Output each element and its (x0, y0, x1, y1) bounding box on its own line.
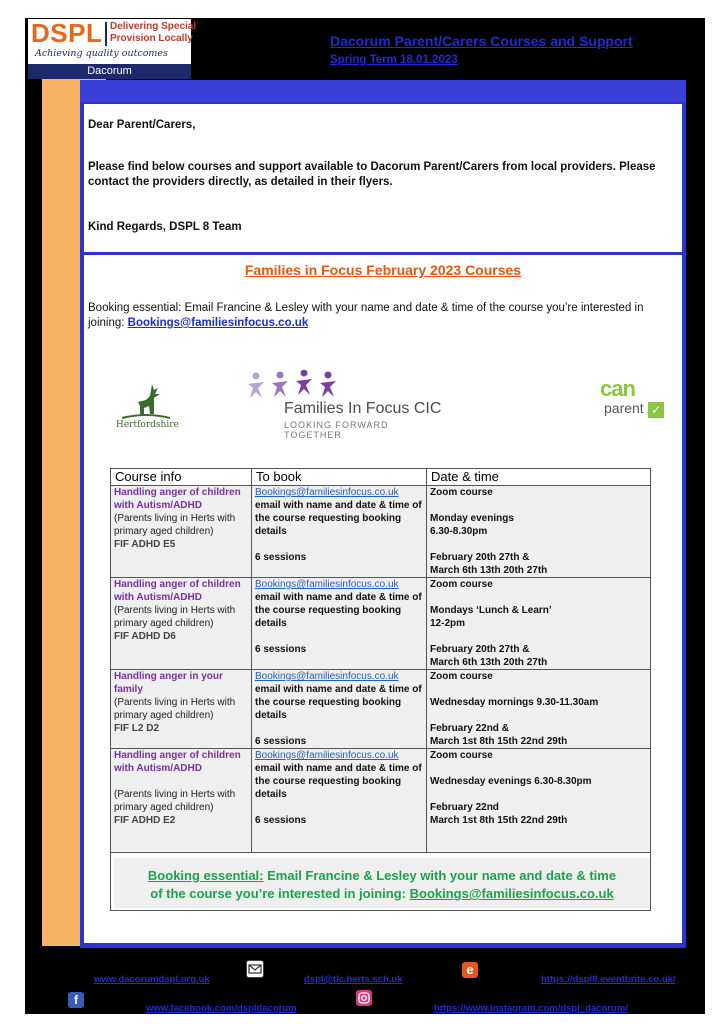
course-info-cell: Handling anger of children with Autism/ADHD (Parents living in Herts with primary aged children) FIF ADHD D6 (111, 578, 252, 670)
logo-motto: Achieving quality outcomes (35, 48, 168, 59)
to-book-cell: Bookings@familiesinfocus.co.uk email with name and date & time of the course requesting booking details 6 sessions (252, 486, 427, 578)
email-link[interactable]: dspl@tlc.herts.sch.uk (304, 974, 403, 985)
table-row (111, 486, 651, 578)
website-link[interactable]: www.dacorumdspl.org.uk (94, 974, 210, 985)
eventbrite-link[interactable]: https://dspl8.eventbrite.co.uk/ (541, 974, 676, 985)
hertfordshire-logo (116, 376, 179, 436)
panel-top-bar (80, 80, 686, 102)
booking-email-link[interactable]: Bookings@familiesinfocus.co.uk (127, 317, 309, 329)
can-wordmark: can (600, 376, 635, 401)
header-date-time: Date & time (427, 469, 651, 486)
to-book-cell: Bookings@familiesinfocus.co.uk email with name and date & time of the course requesting booking details 6 sessions (252, 578, 427, 670)
families-in-focus-logo (244, 370, 444, 440)
logo-tagline: Delivering Special Provision Locally (110, 21, 197, 44)
facebook-icon: f (68, 992, 84, 1008)
parent-wordmark: parent (604, 400, 644, 416)
logo-area: Dacorum (28, 64, 191, 79)
letter-greeting: Dear Parent/Carers, (88, 119, 196, 131)
booking-note (114, 858, 650, 908)
table-row (111, 749, 651, 853)
booking-email-link[interactable]: Bookings@familiesinfocus.co.uk (255, 579, 399, 590)
booking-note-text: Email Francine & Lesley with your name and date & time (267, 868, 617, 883)
facebook-link[interactable]: www.facebook.com/dspldacorum (146, 1003, 297, 1014)
course-info-cell: Handling anger in your family (Parents living in Herts with primary aged children) FIF L2 D2 (111, 670, 252, 749)
instagram-icon (356, 990, 372, 1006)
course-info-cell: Handling anger of children with Autism/ADHD (Parents living in Herts with primary aged children) FIF ADHD E2 (111, 749, 252, 853)
page-subtitle: Spring Term 18.01.2023 (330, 54, 458, 66)
date-time-cell: Zoom course Monday evenings 6.30-8.30pm February 20th 27th & March 6th 13th 20th 27th (427, 486, 651, 578)
letter-signoff: Kind Regards, DSPL 8 Team (88, 221, 242, 233)
date-time-cell: Zoom course Wednesday mornings 9.30-11.30am February 22nd & March 1st 8th 15th 22nd 29th (427, 670, 651, 749)
to-book-cell: Bookings@familiesinfocus.co.uk email with name and date & time of the course requesting booking details 6 sessions (252, 749, 427, 853)
date-time-cell: Zoom course Wednesday evenings 6.30-8.30pm February 22nd March 1st 8th 15th 22nd 29th (427, 749, 651, 853)
logo-wordmark: DSPL (31, 18, 103, 48)
table-row (111, 670, 651, 749)
table-header-row (111, 469, 651, 486)
header-course-info: Course info (111, 469, 252, 486)
date-time-cell: Zoom course Mondays ‘Lunch & Learn’ 12-2pm February 20th 27th & March 6th 13th 20th 27th (427, 578, 651, 670)
section-heading: Families in Focus February 2023 Courses (244, 262, 522, 278)
booking-intro: Booking essential: Email Francine & Lesley with your name and date & time of the course you’re interested in joining: Bookings@familiesinfocus.co.uk (88, 302, 644, 329)
letter-body: Please find below courses and support available to Dacorum Parent/Carers from local providers. Please contact the providers directly, as detailed in their flyers. (88, 161, 656, 188)
course-info-cell: Handling anger of children with Autism/ADHD (Parents living in Herts with primary aged children) FIF ADHD E5 (111, 486, 252, 578)
to-book-cell: Bookings@familiesinfocus.co.uk email with name and date & time of the course requesting booking details 6 sessions (252, 670, 427, 749)
can-parent-logo (596, 376, 668, 426)
fif-tagline: LOOKING FORWARD TOGETHER (284, 420, 389, 440)
hertfordshire-label: Hertfordshire (116, 420, 179, 430)
header-to-book: To book (252, 469, 427, 486)
table-row (111, 578, 651, 670)
check-icon: ✓ (648, 402, 664, 418)
letter-box (84, 104, 682, 252)
email-icon (246, 960, 264, 978)
booking-email-link[interactable]: Bookings@familiesinfocus.co.uk (255, 671, 399, 682)
booking-note-text-2: of the course you’re interested in joining: (150, 886, 406, 901)
logo-divider (105, 22, 107, 46)
booking-note-link[interactable]: Bookings@familiesinfocus.co.uk (409, 886, 614, 901)
booking-email-link[interactable]: Bookings@familiesinfocus.co.uk (255, 487, 399, 498)
eventbrite-icon: e (462, 962, 478, 978)
booking-note-label: Booking essential: (147, 868, 264, 883)
instagram-link[interactable]: https://www.instagram.com/dspl_dacorum/ (434, 1003, 628, 1014)
course-table (110, 468, 651, 911)
booking-email-link[interactable]: Bookings@familiesinfocus.co.uk (255, 750, 399, 761)
fif-name: Families In Focus CIC (284, 400, 442, 417)
page-title: Dacorum Parent/Carers Courses and Support (330, 33, 633, 49)
